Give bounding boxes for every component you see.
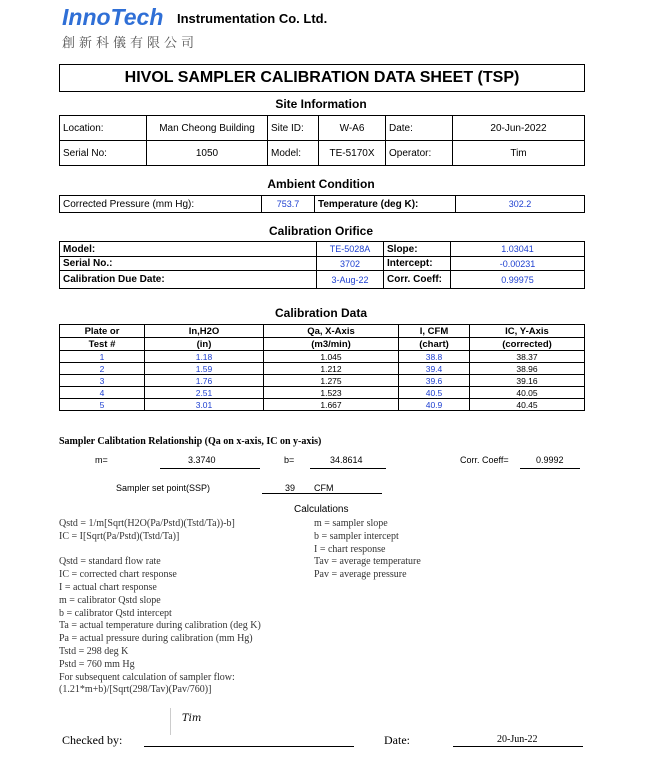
m-underline	[160, 468, 260, 469]
table-row	[60, 351, 585, 363]
table-row	[60, 375, 585, 387]
definition-line: I = actual chart response	[59, 581, 157, 593]
definition-line: IC = corrected chart response	[59, 569, 177, 581]
cell-ic: 40.05	[470, 387, 585, 399]
calculations-heading: Calculations	[294, 504, 349, 515]
site-info-table	[59, 115, 585, 166]
signature-box-edge	[170, 708, 171, 735]
ssp-label: Sampler set point(SSP)	[116, 483, 211, 493]
ssp-underline	[262, 493, 382, 494]
intercept-value: -0.00231	[451, 257, 585, 271]
cell-ic: 39.16	[470, 375, 585, 387]
intercept-label: Intercept:	[384, 257, 451, 271]
pressure-label: Corrected Pressure (mm Hg):	[60, 196, 262, 213]
site-id-value: W-A6	[319, 116, 386, 141]
site-id-label: Site ID:	[268, 116, 319, 141]
footer-date-value: 20-Jun-22	[497, 734, 538, 745]
formula-line: Qstd = 1/m[Sqrt(H2O(Pa/Pstd)(Tstd/Ta))-b]	[59, 518, 235, 529]
definition-line: (1.21*m+b)/[Sqrt(298/Tav)(Pav/760)]	[59, 684, 212, 696]
cell-test: 4	[60, 387, 145, 399]
cell-ic: 38.37	[470, 351, 585, 363]
definition-line: I = chart response	[314, 543, 386, 555]
cell-icfm: 40.5	[399, 387, 470, 399]
company-chinese-name: 創新科儀有限公司	[62, 36, 199, 51]
formula-line	[59, 544, 261, 557]
temperature-label: Temperature (deg K):	[315, 196, 456, 213]
operator-value: Tim	[453, 141, 585, 166]
cell-inh2o: 1.59	[145, 363, 264, 375]
definition-line: m = sampler slope	[314, 518, 388, 529]
definition-line: For subsequent calculation of sampler flow:	[59, 671, 235, 683]
col-subheader-m3min: (m3/min)	[264, 338, 399, 351]
cell-qa: 1.212	[264, 363, 399, 375]
due-date-value: 3-Aug-22	[317, 271, 384, 289]
relationship-title: Sampler Calibtation Relationship (Qa on x-axis, IC on y-axis)	[59, 436, 322, 447]
cell-icfm: 38.8	[399, 351, 470, 363]
definition-line: Pa = actual pressure during calibration (mm Hg)	[59, 633, 253, 645]
col-header-icfm: I, CFM	[399, 325, 470, 338]
b-value: 34.8614	[330, 455, 363, 465]
col-subheader-chart: (chart)	[399, 338, 470, 351]
table-row	[60, 387, 585, 399]
due-date-label: Calibration Due Date:	[60, 271, 317, 289]
ssp-value: 39	[285, 483, 296, 493]
temperature-value: 302.2	[456, 196, 585, 213]
site-info-heading: Site Information	[275, 97, 367, 111]
cell-inh2o: 1.18	[145, 351, 264, 363]
m-value: 3.3740	[188, 455, 216, 465]
col-header-ic: IC, Y-Axis	[470, 325, 585, 338]
cell-inh2o: 2.51	[145, 387, 264, 399]
orifice-model-value: TE-5028A	[317, 242, 384, 257]
pressure-value: 753.7	[262, 196, 315, 213]
col-subheader-in: (in)	[145, 338, 264, 351]
calibration-table	[59, 324, 585, 411]
location-label: Location:	[60, 116, 147, 141]
serial-value: 1050	[147, 141, 268, 166]
company-logo: InnoTech	[62, 4, 164, 30]
b-label: b=	[284, 455, 295, 465]
definition-line: b = calibrator Qstd intercept	[59, 607, 172, 619]
cell-icfm: 39.4	[399, 363, 470, 375]
definition-line: Ta = actual temperature during calibration (deg K)	[59, 620, 261, 632]
cell-qa: 1.045	[264, 351, 399, 363]
orifice-serial-label: Serial No.:	[60, 257, 317, 271]
cell-test: 2	[60, 363, 145, 375]
m-label: m=	[95, 455, 108, 465]
date-label: Date:	[386, 116, 453, 141]
formula-line: IC = I[Sqrt(Pa/Pstd)(Tstd/Ta)]	[59, 530, 180, 542]
cell-icfm: 39.6	[399, 375, 470, 387]
corr-coeff-label: Corr. Coeff:	[384, 271, 451, 289]
calculations-right	[314, 518, 421, 582]
footer-date-label: Date:	[384, 733, 410, 747]
definition-line: Tstd = 298 deg K	[59, 645, 129, 657]
corr-underline	[520, 468, 580, 469]
model-value: TE-5170X	[319, 141, 386, 166]
cell-icfm: 40.9	[399, 399, 470, 411]
slope-label: Slope:	[384, 242, 451, 257]
col-header-plate: Plate or	[60, 325, 145, 338]
orifice-heading: Calibration Orifice	[268, 224, 374, 238]
b-underline	[310, 468, 386, 469]
col-subheader-corrected: (corrected)	[470, 338, 585, 351]
table-row	[60, 399, 585, 411]
ambient-table	[59, 195, 585, 213]
corr-value: 0.9992	[536, 455, 564, 465]
definition-line: Tav = average temperature	[314, 556, 421, 568]
cell-inh2o: 1.76	[145, 375, 264, 387]
orifice-serial-value: 3702	[317, 257, 384, 271]
col-subheader-test: Test #	[60, 338, 145, 351]
serial-label: Serial No:	[60, 141, 147, 166]
col-header-qa: Qa, X-Axis	[264, 325, 399, 338]
ambient-heading: Ambient Condition	[267, 177, 375, 191]
cell-test: 3	[60, 375, 145, 387]
definition-line: Qstd = standard flow rate	[59, 556, 161, 568]
cell-ic: 38.96	[470, 363, 585, 375]
ssp-unit: CFM	[314, 483, 334, 493]
location-value: Man Cheong Building	[147, 116, 268, 141]
orifice-table	[59, 241, 585, 289]
definition-line: Pav = average pressure	[314, 569, 407, 581]
orifice-model-label: Model:	[60, 242, 317, 257]
table-row	[60, 363, 585, 375]
operator-label: Operator:	[386, 141, 453, 166]
slope-value: 1.03041	[451, 242, 585, 257]
cell-test: 5	[60, 399, 145, 411]
cell-test: 1	[60, 351, 145, 363]
calculations-left	[59, 518, 261, 697]
definition-line: Pstd = 760 mm Hg	[59, 658, 135, 670]
footer-date-line	[453, 746, 583, 747]
sheet-title: HIVOL SAMPLER CALIBRATION DATA SHEET (TSP)	[59, 64, 585, 92]
definition-line: m = calibrator Qstd slope	[59, 594, 161, 606]
cell-inh2o: 3.01	[145, 399, 264, 411]
date-value: 20-Jun-2022	[453, 116, 585, 141]
model-label: Model:	[268, 141, 319, 166]
corr-label: Corr. Coeff=	[460, 455, 509, 465]
checked-by-label: Checked by:	[62, 733, 123, 747]
corr-coeff-value: 0.99975	[451, 271, 585, 289]
calibration-heading: Calibration Data	[274, 306, 367, 320]
cell-qa: 1.523	[264, 387, 399, 399]
company-name: Instrumentation Co. Ltd.	[177, 11, 328, 26]
definition-line: b = sampler intercept	[314, 530, 399, 542]
cell-qa: 1.667	[264, 399, 399, 411]
col-header-inh2o: In,H2O	[145, 325, 264, 338]
checked-by-line	[144, 746, 354, 747]
cell-ic: 40.45	[470, 399, 585, 411]
cell-qa: 1.275	[264, 375, 399, 387]
signature: Tim	[182, 713, 202, 724]
